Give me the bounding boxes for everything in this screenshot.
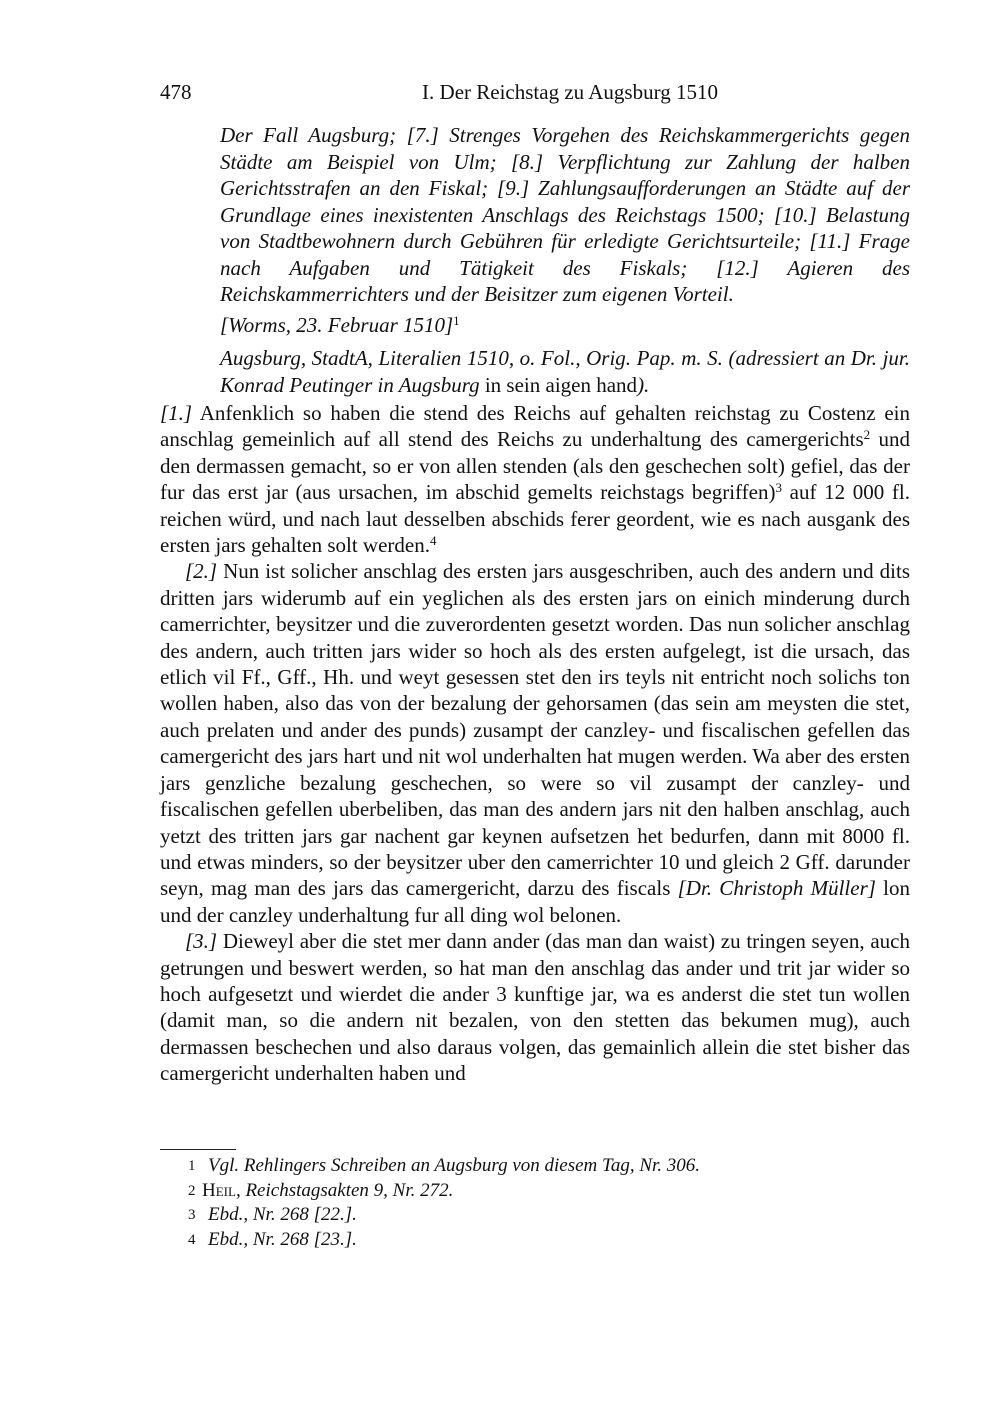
paragraph-text: Anfenklich so haben die stend des Reichs auf gehalten reichstag zu Costenz ein anschlag gemeinlich auf all stend des Reichs zu underhaltung des camergerichts <box>160 401 910 452</box>
footnote-text: , Reichstagsakten 9, Nr. 272. <box>235 1179 454 1201</box>
place-date: [Worms, 23. Februar 1510] <box>220 313 454 337</box>
footnote-author: Heil <box>202 1179 236 1201</box>
footnote-number: 1 <box>188 1158 196 1174</box>
footnote-ref-2: 2 <box>863 427 871 443</box>
footnote-rule <box>160 1149 236 1150</box>
editorial-insertion: [Dr. Christoph Müller] <box>677 876 876 901</box>
paragraph-1 <box>160 400 910 558</box>
source-roman: in sein aigen hand <box>479 372 638 397</box>
footnote-ref-1: 1 <box>453 313 460 328</box>
paragraph-2 <box>160 558 910 928</box>
footnote-text: Ebd., Nr. 268 [23.]. <box>208 1228 357 1250</box>
paragraph-text: Dieweyl aber die stet mer dann ander (das man dan waist) zu tringen seyen, auch getrungen und beswert werden, so hat man den anschlag das ander und trit jar wider so hoch aufgesetzt und wierdet die ander 3 kunftige jar, wa es anderst die stet tun wollen (damit man, so die andern nit bezalen, von den stetten das bekumen mug), auch dermassen beschechen und also daraus volgen, das gemainlich allein die stet bisher das camergericht underhalten haben und <box>160 929 910 1086</box>
source-italic: Augsburg, StadtA, Literalien 1510, o. Fol., Orig. Pap. m. S. (adressiert an Dr. jur. Konrad Peutinger in Augsburg <box>220 346 910 397</box>
paragraph-marker: [3.] <box>185 929 218 954</box>
regest-summary: Der Fall Augsburg; [7.] Strenges Vorgehen des Reichskammergerichts gegen Städte am Beispiel von Ulm; [8.] Verpflichtung zur Zahlung der halben Gerichtsstrafen an den Fiskal; [9.] Zahlungsaufforderungen an Städte auf der Grundlage eines inexistenten Anschlags des Reichstags 1500; [10.] Belastung von Stadtbewohnern durch Gebühren für erledigte Gerichtsurteile; [11.] Frage nach Aufgaben und Tätigkeit des Fiskals; [12.] Agieren des Reichskammerrichters und der Beisitzer zum eigenen Vorteil. <box>220 123 910 306</box>
running-header <box>160 80 910 110</box>
paragraph-marker: [2.] <box>185 559 218 584</box>
page-number: 478 <box>160 80 192 104</box>
paragraph-3 <box>160 928 910 1086</box>
regest-place-date <box>220 312 910 339</box>
paragraph-text: auf 12 000 fl. reichen würd, und nach laut desselben abschids ferer geordent, wie es nach ausgank des ersten jars gehalten solt werden. <box>160 480 910 558</box>
running-title: I. Der Reichstag zu Augsburg 1510 <box>422 80 718 104</box>
footnote <box>160 1228 910 1253</box>
paragraph-text: lon und der canzley underhaltung fur all ding wol belonen. <box>160 876 911 927</box>
footnote-ref-4: 4 <box>430 533 437 549</box>
footnote <box>160 1154 910 1179</box>
footnote-ref-3: 3 <box>775 480 782 496</box>
footnote-text: Ebd., Nr. 268 [22.]. <box>208 1204 357 1226</box>
paragraph-text: Nun ist solicher anschlag des ersten jars ausgeschriben, auch des andern und dits dritten jars widerumb auf ein yeglichen als des ersten jars on einich minderung durch camerrichter, beysitzer und die zuverordenten gesetzt worden. Das nun solicher anschlag des andern, auch tritten jars wider so hoch als des ersten aufgelegt, ist die ursach, das etlich vil Ff., Gff., Hh. und weyt gesessen stet den irs teyls nit entricht noch solichs ton wollen haben, also das von der bezalung der gehorsamen (das sein am meysten die stet, auch prelaten und ander des punds) zusampt der canzley- und fiscalischen gefellen das camergericht des jars hart und nit wol underhalten hat mugen werden. Wa aber des ersten jars genzliche bezalung geschechen, so were so vil zusampt der canzley- und fiscalischen gefellen uberbeliben, das man des andern jars nit den halben anschlag, auch yetzt des tritten jars gar nachent gar keynen aufsetzen het bedurfen, dann mit 8000 fl. und etwas minders, so der beysitzer uber den camerrichter 10 und gleich 2 Gff. darunder seyn, mag man des jars das camergericht, darzu des fiscals <box>160 559 910 901</box>
source-end: ). <box>637 372 650 397</box>
footnote-number: 3 <box>188 1207 196 1224</box>
footnotes <box>160 1154 910 1252</box>
footnote-number: 2 <box>188 1182 196 1199</box>
footnote <box>160 1203 910 1228</box>
document-body <box>160 400 910 1087</box>
footnote <box>160 1179 910 1204</box>
regest-source <box>220 345 910 398</box>
footnote-text: Vgl. Rehlingers Schreiben an Augsburg von diesem Tag, Nr. 306. <box>208 1155 701 1176</box>
paragraph-marker: [1.] <box>160 401 193 425</box>
footnote-number: 4 <box>188 1231 196 1248</box>
paragraph-text: und den dermassen gemacht, so er von allen stenden (als den geschechen solt) gefiel, das der fur das erst jar (aus ursachen, im abschid gemelts reichstags begriffen) <box>160 427 910 505</box>
